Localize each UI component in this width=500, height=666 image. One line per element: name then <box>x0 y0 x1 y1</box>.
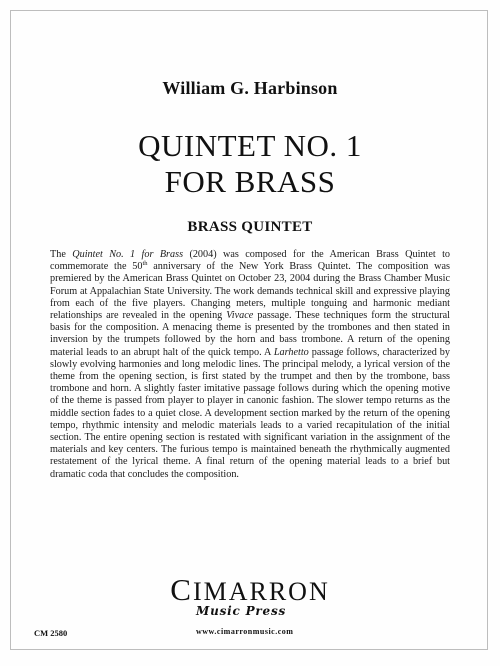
note-text: passage follows, characterized by slowly evolving harmonies and long melodic lines. The principal melody, a lyrical version of the theme from the opening section, is first stated by the trumpet and then by the trombone, bass trombone and horn. A slightly faster imitative passage follows during which the opening motive of the theme is passed from player to player in canonic fashion. The slower tempo returns as the middle section fades to a quiet close. A development section marked by the return of the opening tempo, rhythmic intensity and melodic materials leads to a varied recapitulation of the initial section. The entire opening section is restated with significant variation in the assignment of the materials and key centers. The furious tempo is maintained beneath the rhythmically augmented restatement of the lyrical theme. A final return of the opening material leads to a brief but dramatic coda that concludes the composition. <box>50 346 450 480</box>
note-tempo-larghetto: Larhetto <box>273 346 309 358</box>
publisher-logo <box>0 572 500 608</box>
title-line-1: QUINTET NO. 1 <box>138 128 362 163</box>
note-text: anniversary of the New York Brass Quintet. The composition was premiered by the American Brass Quintet on October 23, 2004 during the Brass Chamber Music Forum at Appalachian State University. The work demands technical skill and expressive playing from each of the five players. Changing meters, multiple tonguing and harmonic mediant relationships are revealed in the opening <box>50 261 450 322</box>
program-note <box>50 249 450 481</box>
logo-name: IMARRON <box>192 577 330 606</box>
composer-name: William G. Harbinson <box>162 78 338 98</box>
ordinal-suffix: th <box>142 260 148 268</box>
publisher-logo-subtitle: Music Press <box>196 604 287 618</box>
logo-initial: C <box>170 572 193 607</box>
note-tempo-vivace: Vivace <box>226 310 254 322</box>
title-line-2: FOR BRASS <box>164 164 336 199</box>
ensemble-subtitle: BRASS QUINTET <box>187 219 313 235</box>
note-text: The <box>50 249 73 260</box>
publisher-website: www.cimarronmusic.com <box>196 627 294 636</box>
note-text: passage. These techniques form the structural basis for the composition. A menacing theme is presented by the trombones and then stated in inversion by the trumpets followed by the horn and bass trombone. A return of the opening material leads to an abrupt halt of the quick tempo. A <box>50 310 450 358</box>
catalog-number: CM 2580 <box>34 628 68 638</box>
work-title <box>0 128 500 200</box>
note-text: (2004) was composed for the American Brass Quintet to commemorate the 50 <box>50 249 451 273</box>
note-work-title: Quintet No. 1 for Brass <box>72 249 184 260</box>
